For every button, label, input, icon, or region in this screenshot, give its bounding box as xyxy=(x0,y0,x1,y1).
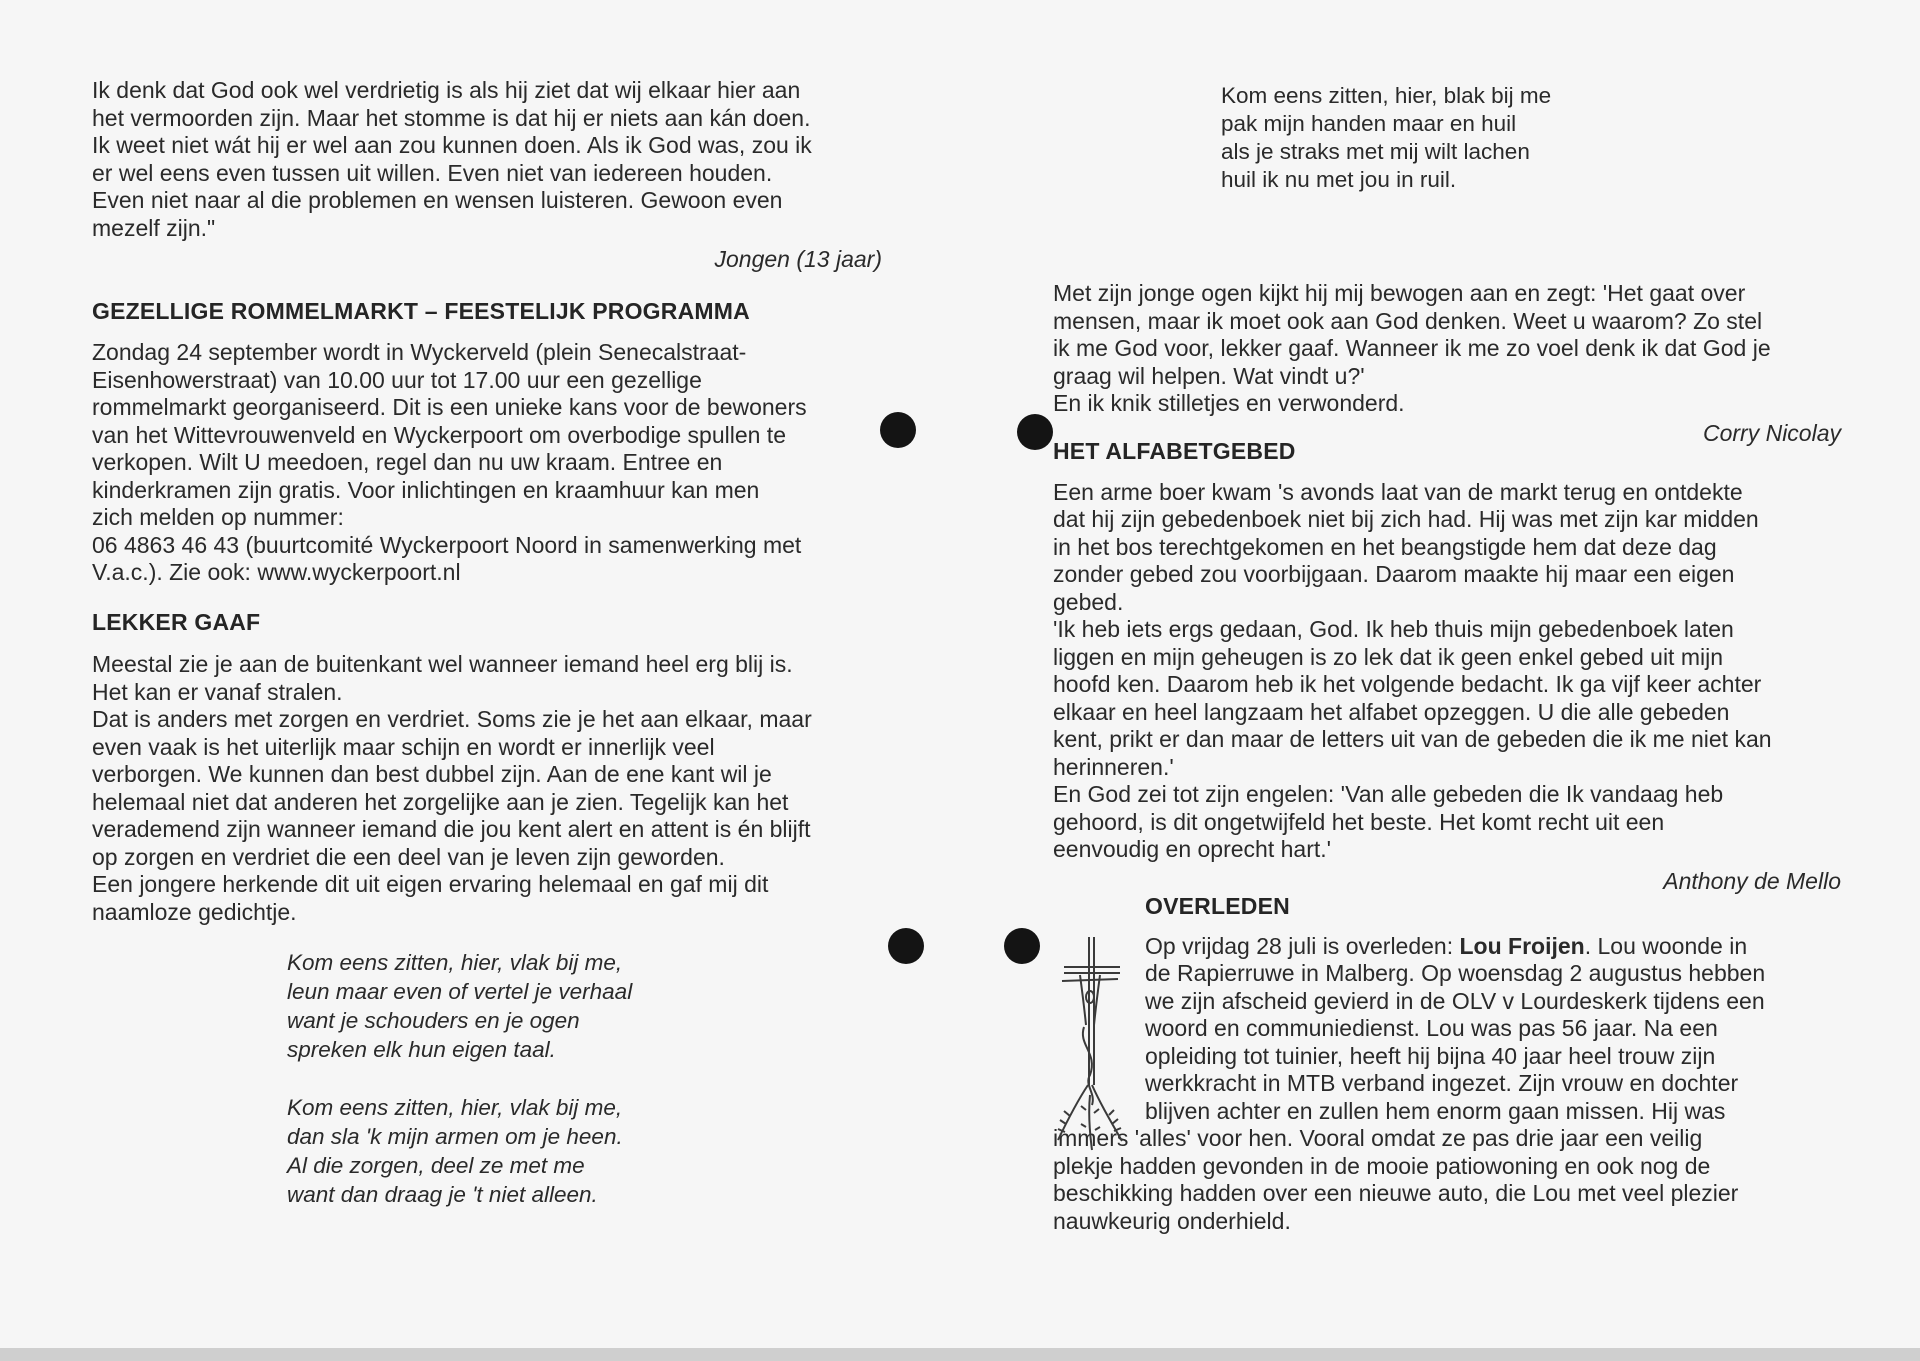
text-line: er wel eens even tussen uit willen. Even niet van iedereen houden. xyxy=(92,159,773,186)
poem-line: want dan draag je 't niet alleen. xyxy=(287,1182,598,1207)
text-line: woord en communiedienst. Lou was pas 56 jaar. Na een xyxy=(1145,1015,1718,1041)
poem-left xyxy=(287,948,880,1209)
text-line: blijven achter en zullen hem enorm gaan missen. Hij was xyxy=(1145,1097,1726,1124)
text-line: verkopen. Wilt U meedoen, regel dan nu uw kraam. Entree en xyxy=(92,449,723,475)
punch-hole-right-top xyxy=(1017,414,1053,450)
text-line: gebed. xyxy=(1053,588,1124,615)
text-line: 06 4863 46 43 (buurtcomité Wyckerpoort Noord in samenwerking met xyxy=(92,531,802,558)
overleden-heading: OVERLEDEN xyxy=(1145,893,1290,919)
overleden-section xyxy=(1053,893,1841,1235)
overleden-name: Lou Froijen xyxy=(1459,932,1585,959)
text-line: kent, prikt er dan maar de letters uit van de gebeden die ik me niet kan xyxy=(1053,726,1772,752)
poem-line: Kom eens zitten, hier, vlak bij me, xyxy=(287,950,623,975)
alfabetgebed-heading: HET ALFABETGEBED xyxy=(1053,438,1296,464)
text-line: zich melden op nummer: xyxy=(92,504,344,530)
text-line: En ik knik stilletjes en verwonderd. xyxy=(1053,390,1405,416)
reflection-paragraph xyxy=(1053,280,1841,418)
text-line: elkaar en heel langzaam het alfabet opzeggen. U die alle gebeden xyxy=(1053,698,1730,725)
right-column xyxy=(1053,82,1841,1235)
overleden-full-lines xyxy=(1053,1125,1841,1235)
text-line: verborgen. We kunnen dan best dubbel zijn. Aan de ene kant wil je xyxy=(92,761,772,787)
text-line: Dat is anders met zorgen en verdriet. Soms zie je het aan elkaar, maar xyxy=(92,706,812,732)
text-line: hoofd ken. Daarom heb ik het volgende bedacht. Ik ga vijf keer achter xyxy=(1053,671,1762,697)
text-line: Zondag 24 september wordt in Wyckerveld (plein Senecalstraat- xyxy=(92,339,747,365)
text-line: zonder gebed zou voorbijgaan. Daarom maakte hij maar een eigen xyxy=(1053,561,1735,587)
punch-hole-left-top xyxy=(880,412,916,448)
overleden-first-line xyxy=(1145,933,1841,961)
text-line: gehoord, is dit ongetwijfeld het beste. Het komt recht uit een xyxy=(1053,808,1665,835)
text-line: Meestal zie je aan de buitenkant wel wanneer iemand heel erg blij is. xyxy=(92,651,793,677)
text-line: plekje hadden gevonden in de mooie patiowoning en ook nog de xyxy=(1053,1152,1711,1179)
poem-line: leun maar even of vertel je verhaal xyxy=(287,979,633,1004)
text-line: 'Ik heb iets ergs gedaan, God. Ik heb thuis mijn gebedenboek laten xyxy=(1053,616,1734,642)
alfabetgebed-paragraph xyxy=(1053,479,1841,864)
poem-line: Kom eens zitten, hier, vlak bij me, xyxy=(287,1095,623,1120)
poem-line: pak mijn handen maar en huil xyxy=(1221,111,1517,136)
text-line: op zorgen en verdriet die een deel van je leven zijn geworden. xyxy=(92,843,725,870)
text-line: opleiding tot tuinier, heeft hij bijna 40 jaar heel trouw zijn xyxy=(1145,1042,1716,1069)
crucifix-wheat-icon xyxy=(1048,935,1130,1153)
text-line: Ik weet niet wát hij er wel aan zou kunnen doen. Als ik God was, zou ik xyxy=(92,132,812,158)
poem-stanza-2 xyxy=(287,1093,880,1209)
text-line: het vermoorden zijn. Maar het stomme is dat hij er niets aan kán doen. xyxy=(92,104,811,131)
text-line: van het Wittevrouwenveld en Wyckerpoort om overbodige spullen te xyxy=(92,421,786,448)
poem-line: dan sla 'k mijn armen om je heen. xyxy=(287,1124,623,1149)
text-line: immers 'alles' voor hen. Vooral omdat ze pas drie jaar een veilig xyxy=(1053,1125,1703,1151)
left-column xyxy=(92,77,880,1209)
text-line: ik me God voor, lekker gaaf. Wanneer ik me zo voel denk ik dat God je xyxy=(1053,335,1771,361)
poem-line: want je schouders en je ogen xyxy=(287,1008,580,1033)
text-line: Het kan er vanaf stralen. xyxy=(92,678,343,705)
alfabetgebed-signature: Anthony de Mello xyxy=(1663,867,1841,894)
text-line: Eisenhowerstraat) van 10.00 uur tot 17.00 uur een gezellige xyxy=(92,366,702,393)
text-line: dat hij zijn gebedenboek niet bij zich had. Hij was met zijn kar midden xyxy=(1053,506,1759,532)
scan-edge xyxy=(0,1348,1920,1361)
text-line: herinneren.' xyxy=(1053,753,1174,780)
poem-line: Kom eens zitten, hier, blak bij me xyxy=(1221,83,1552,108)
punch-hole-left-bottom xyxy=(888,928,924,964)
text-line: nauwkeurig onderhield. xyxy=(1053,1207,1291,1234)
intro-paragraph xyxy=(92,77,880,242)
text-line: even vaak is het uiterlijk maar schijn en wordt er innerlijk veel xyxy=(92,733,715,760)
text-line: eenvoudig en oprecht hart.' xyxy=(1053,836,1332,862)
text-line: mensen, maar ik moet ook aan God denken. Weet u waarom? Zo stel xyxy=(1053,307,1763,334)
text-line: de Rapierruwe in Malberg. Op woensdag 2 augustus hebben xyxy=(1145,960,1766,986)
text-line: we zijn afscheid gevierd in de OLV v Lourdeskerk tijdens een xyxy=(1145,987,1765,1014)
text-line: liggen en mijn geheugen is zo lek dat ik geen enkel gebed uit mijn xyxy=(1053,643,1723,670)
poem-line: spreken elk hun eigen taal. xyxy=(287,1037,556,1062)
text-line: beschikking hadden over een nieuwe auto, die Lou met veel plezier xyxy=(1053,1180,1739,1206)
text-line: graag wil helpen. Wat vindt u?' xyxy=(1053,362,1365,389)
rommelmarkt-paragraph xyxy=(92,339,880,587)
intro-signature: Jongen (13 jaar) xyxy=(714,246,882,272)
poem-line: huil ik nu met jou in ruil. xyxy=(1221,167,1457,192)
text-line: Een arme boer kwam 's avonds laat van de markt terug en ontdekte xyxy=(1053,478,1743,505)
text-line: in het bos terechtgekomen en het beangstigde hem dat deze dag xyxy=(1053,533,1717,560)
poem-line: Al die zorgen, deel ze met me xyxy=(287,1153,585,1178)
overleden-indented-text xyxy=(1145,933,1841,1126)
poem-line: als je straks met mij wilt lachen xyxy=(1221,139,1530,164)
text-line: En God zei tot zijn engelen: 'Van alle gebeden die Ik vandaag heb xyxy=(1053,781,1724,807)
reflection-signature: Corry Nicolay xyxy=(1702,419,1841,446)
text-line: Ik denk dat God ook wel verdrietig is als hij ziet dat wij elkaar hier aan xyxy=(92,77,801,103)
text-line: V.a.c.). Zie ook: www.wyckerpoort.nl xyxy=(92,559,461,585)
text-line: Met zijn jonge ogen kijkt hij mij bewogen aan en zegt: 'Het gaat over xyxy=(1053,280,1746,306)
text-line: mezelf zijn." xyxy=(92,214,216,241)
punch-hole-right-bottom xyxy=(1004,928,1040,964)
text-line: verademend zijn wanneer iemand die jou kent alert en attent is én blijft xyxy=(92,816,811,842)
lekker-gaaf-heading: LEKKER GAAF xyxy=(92,608,261,635)
rommelmarkt-heading: GEZELLIGE ROMMELMARKT – FEESTELIJK PROGRAMMA xyxy=(92,297,750,324)
text-line: kinderkramen zijn gratis. Voor inlichtingen en kraamhuur kan men xyxy=(92,476,760,503)
text-line: naamloze gedichtje. xyxy=(92,898,297,925)
text-line: helemaal niet dat anderen het zorgelijke aan je zien. Tegelijk kan het xyxy=(92,788,789,815)
overleden-prefix: Op vrijdag 28 juli is overleden: xyxy=(1145,932,1460,959)
text-line: werkkracht in MTB verband ingezet. Zijn vrouw en dochter xyxy=(1145,1070,1739,1096)
overleden-suffix: . Lou woonde in xyxy=(1584,932,1748,959)
poem-stanza-3 xyxy=(1221,82,1841,194)
poem-stanza-1 xyxy=(287,948,880,1064)
text-line: Een jongere herkende dit uit eigen ervaring helemaal en gaf mij dit xyxy=(92,871,769,897)
text-line: rommelmarkt georganiseerd. Dit is een unieke kans voor de bewoners xyxy=(92,394,807,420)
lekker-gaaf-paragraph xyxy=(92,651,880,926)
overleden-indented-lines xyxy=(1145,960,1841,1125)
text-line: Even niet naar al die problemen en wensen luisteren. Gewoon even xyxy=(92,187,783,213)
